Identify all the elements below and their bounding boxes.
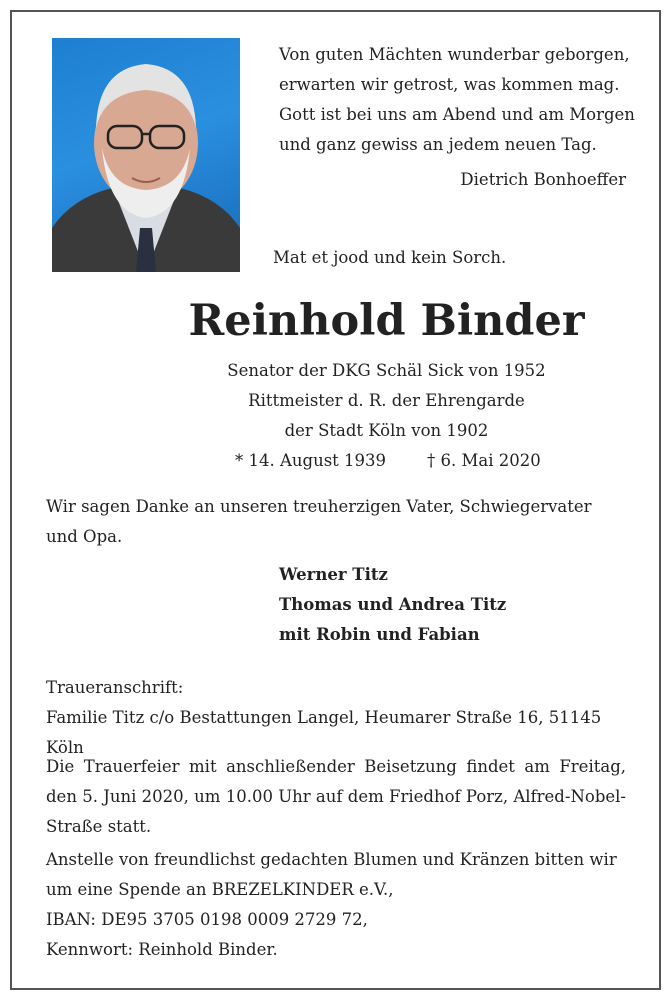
motto: Mat et jood und kein Sorch. bbox=[273, 248, 507, 267]
iban: IBAN: DE95 3705 0198 0009 2729 72, bbox=[46, 910, 368, 929]
portrait-illustration bbox=[52, 38, 240, 272]
signer-name: Thomas und Andrea Titz bbox=[279, 595, 507, 614]
signer-name: mit Robin und Fabian bbox=[279, 625, 480, 644]
birth-date: * 14. August 1939 bbox=[235, 451, 387, 470]
poem-line: Von guten Mächten wunderbar geborgen, bbox=[279, 45, 630, 64]
title-line: der Stadt Köln von 1902 bbox=[284, 421, 489, 440]
signer-name: Werner Titz bbox=[279, 565, 388, 584]
poem-author: Dietrich Bonhoeffer bbox=[460, 170, 626, 189]
address-value: Familie Titz c/o Bestattungen Langel, Heumarer Straße 16, 51145 Köln bbox=[46, 708, 602, 757]
deceased-name: Reinhold Binder bbox=[188, 296, 585, 346]
poem-line: erwarten wir getrost, was kommen mag. bbox=[279, 75, 620, 94]
title-line: Rittmeister d. R. der Ehrengarde bbox=[248, 391, 525, 410]
poem-line: Gott ist bei uns am Abend und am Morgen bbox=[279, 105, 635, 124]
deceased-titles bbox=[0, 356, 671, 446]
death-date: † 6. Mai 2020 bbox=[427, 451, 541, 470]
ceremony-text: Die Trauerfeier mit anschließender Beisetzung findet am Freitag, den 5. Juni 2020, um 10.00 Uhr auf dem Friedhof Porz, Alfred-Nobel-Straße statt. bbox=[46, 757, 626, 836]
donation-line: um eine Spende an BREZELKINDER e.V., bbox=[46, 880, 394, 899]
poem bbox=[279, 40, 635, 160]
title-line: Senator der DKG Schäl Sick von 1952 bbox=[227, 361, 546, 380]
donation-line: Anstelle von freundlichst gedachten Blumen und Kränzen bitten wir bbox=[46, 850, 617, 869]
thanks-text: Wir sagen Danke an unseren treuherzigen Vater, Schwiegervater und Opa. bbox=[46, 497, 592, 546]
portrait-photo bbox=[52, 38, 240, 272]
address-label: Traueranschrift: bbox=[46, 678, 184, 697]
poem-line: und ganz gewiss an jedem neuen Tag. bbox=[279, 135, 597, 154]
keyword: Kennwort: Reinhold Binder. bbox=[46, 940, 278, 959]
signers bbox=[279, 560, 506, 650]
